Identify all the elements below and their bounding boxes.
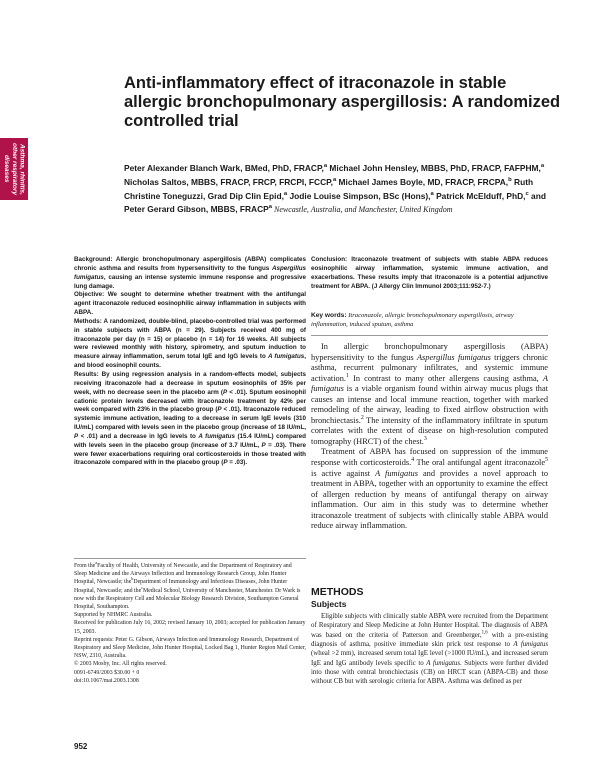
author-list: Peter Alexander Blanch Wark, BMed, PhD, FRACP,$^a$ Michael John Hensley, MBBS, PhD, FRACP, FAFPHM,$^a$ Nicholas Saltos, MBBS, FRACP, FRCP, FRCPI, FCCP,$^a$ Michael James Boyle, MD, FRACP, FRCPA,$^b$ Ruth Christine Toneguzzi, Grad Dip Clin Epid,$^a$ Jodie Louise Simpson, BSc (Hons),$^a$ Patrick McElduff, PhD,$^c$ and Peter Gerard Gibson, MBBS, FRACP$^a$ Newcastle, Australia, and Manchester, United Kingdom <box>124 163 546 215</box>
abstract-divider <box>311 335 548 336</box>
section-side-tab <box>0 138 28 200</box>
article-title: Anti-inflammatory effect of itraconazole in stable allergic bronchopulmonary aspergillosis: A randomized controlled trial <box>124 74 561 130</box>
page-number: 952 <box>74 742 88 751</box>
author-affiliation: Newcastle, Australia, and Manchester, United Kingdom <box>272 205 453 215</box>
section-side-tab-label: Asthma, rhinitis, other respiratory diseases <box>3 142 26 196</box>
subjects-text: Eligible subjects with clinically stable ABPA were recruited from the Department of Respiratory and Sleep Medicine at John Hunter Hospital. The diagnosis of ABPA was based on the criteria of Patterson and Greenberger,$^{1,6}$ with a pre-existing diagnosis of asthma, positive immediate skin prick test response to A fumigatus (wheal >2 mm), increased serum total IgE level (>1000 IU/mL), and increased serum IgE and IgG antibody levels specific to A fumigatus. Subjects were further divided into those with central bronchiectasis (CB) on HRCT scan (ABPA-CB) and those without CB but with serologic criteria for ABPA. Asthma was defined as per <box>311 613 549 686</box>
keywords: Key words: Itraconazole, allergic bronchopulmonary aspergillosis, airway inflammation, induced sputum, asthma <box>311 312 514 328</box>
abstract-conclusion: Conclusion: Itraconazole treatment of subjects with stable ABPA reduces eosinophilic airway inflammation, systemic immune activation, and exacerbations. These results imply that itraconazole is a potential adjunctive treatment for ABPA. (J Allergy Clin Immunol 2003;111:952-7.) <box>311 256 548 290</box>
abstract-left-column: Background: Allergic bronchopulmonary aspergillosis (ABPA) complicates chronic asthma and results from hypersensitivity to the fungus Aspergillus fumigatus, causing an intense systemic immune response and progressive lung damage. Objective: We sought to determine whether treatment with the antifungal agent itraconazole reduced eosinophilic airway inflammation in subjects with ABPA. Methods: A randomized, double-blind, placebo-controlled trial was performed in stable subjects with ABPA (n = 29). Subjects received 400 mg of itraconazole per day (n = 15) or placebo (n = 14) for 16 weeks. All subjects were reviewed monthly with history, spirometry, and sputum induction to measure airway inflammation, serum total IgE and IgG levels to A fumigatus, and blood eosinophil counts. Results: By using regression analysis in a random-effects model, subjects receiving itraconazole had a decrease in sputum eosinophils of 35% per week, with no decrease seen in the placebo arm (P < .01). Sputum eosinophil cationic protein levels decreased with itraconazole treatment by 42% per week compared with 23% in the placebo group (P < .01). Itraconazole reduced systemic immune activation, leading to a decrease in serum IgE levels (310 IU/mL) compared with levels seen in the placebo group (increase of 18 IU/mL, P < .01) and a decrease in IgG levels to A fumigatus (15.4 IU/mL) compared with levels seen in the placebo group (increase of 3.7 IU/mL, P = .03). There were fewer exacerbations requiring oral corticosteroids in those treated with itraconazole compared with in the placebo group (P = .03). <box>74 256 306 467</box>
subjects-heading: Subjects <box>311 599 347 609</box>
footnote-divider <box>74 558 306 559</box>
methods-heading: METHODS <box>311 586 364 598</box>
introduction: In allergic bronchopulmonary aspergillosis (ABPA) hypersensitivity to the fungus Aspergillus fumigatus triggers chronic asthma, recurrent pulmonary infiltrates, and systemic immune activation.$^1$ In contrast to many other allergens causing asthma, A fumigatus is a viable organism found within airway mucus plugs that causes an intense and local immune reaction, together with marked remodeling of the airway, leading to fixed airflow obstruction with bronchiectasis.$^2$ The intensity of the inflammatory infiltrate in sputum correlates with the extent of disease on high-resolution computed tomography (HRCT) of the chest.$^3$ Treatment of ABPA has focused on suppression of the immune response with corticosteroids.$^4$ The oral antifungal agent itraconazole$^5$ is active against A fumigatus and provides a novel approach to treatment in ABPA, together with an opportunity to examine the effect of allergen reduction by means of antifungal therapy on airway inflammation. Our aim in this study was to determine whether itraconazole treatment of subjects with clinically stable ABPA would reduce airway inflammation. <box>311 342 548 531</box>
footnotes: From the$^a$Faculty of Health, University of Newcastle, and the Department of Respiratory and Sleep Medicine and the Airways Inflection and Immunology Research Group, John Hunter Hospital, Newcastle; the$^b$Department of Immunology and Infectious Diseases, John Hunter Hospital, Newcastle; and the$^c$Medical School, University of Manchester, Manchester. Dr Wark is now with the Respiratory Cell and Molecular Biology Research Division, Southampton General Hospital, Southampton. Supported by NHMRC Australia. Received for publication July 16, 2002; revised January 10, 2003; accepted for publication January 15, 2003. Reprint requests: Peter G. Gibson, Airways Infection and Immunology Research, Department of Respiratory and Sleep Medicine, John Hunter Hospital, Locked Bag 1, Hunter Region Mail Center, NSW, 2310, Australia. © 2003 Mosby, Inc. All rights reserved. 0091-6749/2003 $30.00 + 0 doi:10.1067/mai.2003.1308 <box>74 560 307 684</box>
